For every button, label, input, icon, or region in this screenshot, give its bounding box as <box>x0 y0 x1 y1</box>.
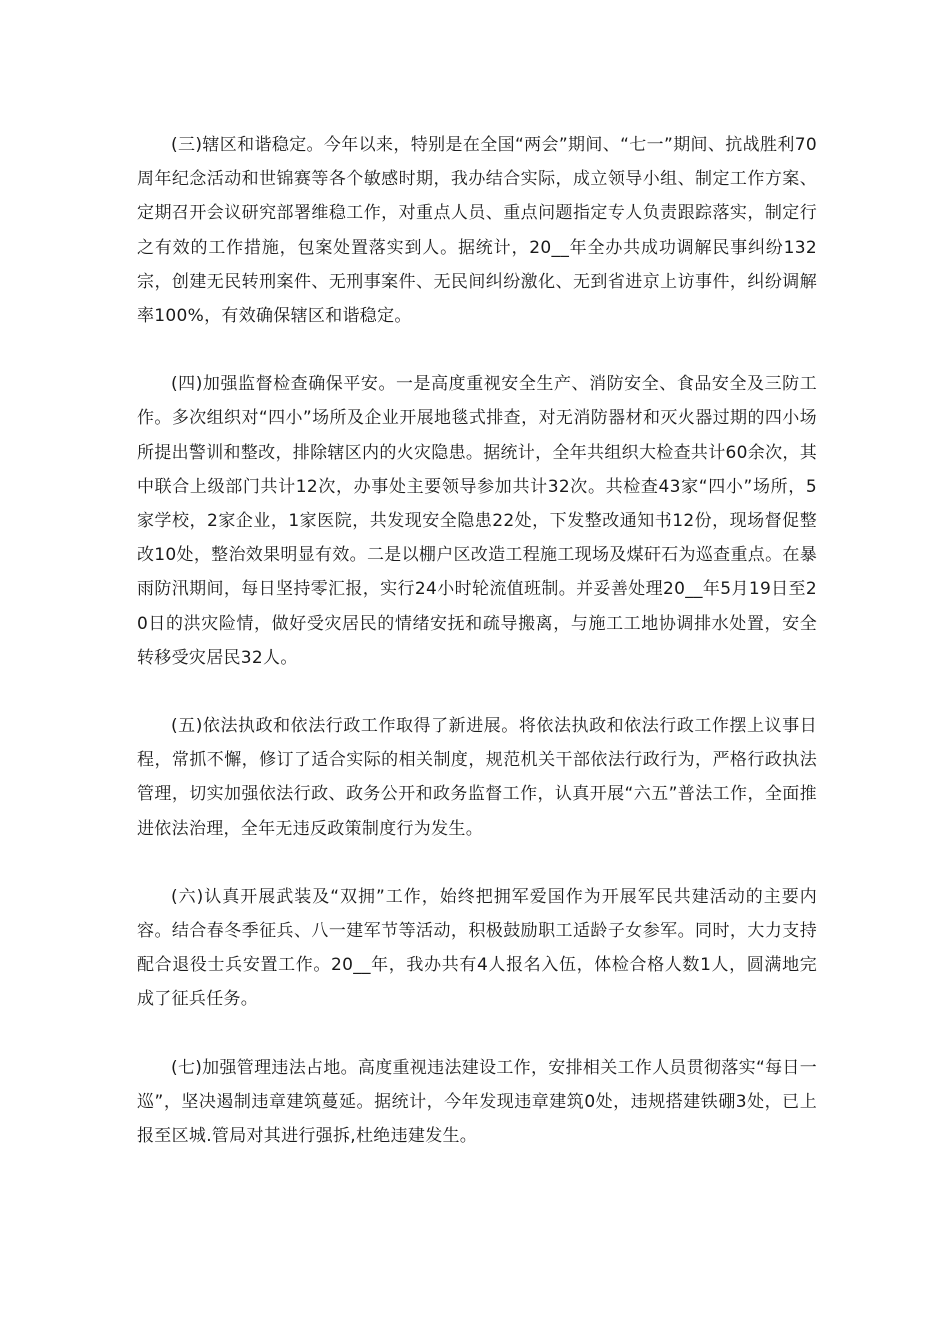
paragraph-illegal-construction: (七)加强管理违法占地。高度重视违法建设工作，安排相关工作人员贯彻落实“每日一巡”，坚决遏制违章建筑蔓延。据统计，今年发现违章建筑0处，违规搭建铁硼3处，已上报至区城.管局对其进行强拆,杜绝违建发生。 <box>137 1057 817 1147</box>
paragraph-stability: (三)辖区和谐稳定。今年以来，特别是在全国“两会”期间、“七一”期间、抗战胜利70周年纪念活动和世锦赛等各个敏感时期，我办结合实际，成立领导小组、制定工作方案、定期召开会议研究部署维稳工作，对重点人员、重点问题指定专人负责跟踪落实，制定行之有效的工作措施，包案处置落实到人。据统计，20__年全办共成功调解民事纠纷132宗，创建无民转刑案件、无刑事案件、无民间纠纷激化、无到省进京上访事件，纠纷调解率100%，有效确保辖区和谐稳定。 <box>137 135 817 327</box>
paragraph-rule-of-law: (五)依法执政和依法行政工作取得了新进展。将依法执政和依法行政工作摆上议事日程，常抓不懈，修订了适合实际的相关制度，规范机关干部依法行政行为，严格行政执法管理，切实加强依法行政、政务公开和政务监督工作，认真开展“六五”普法工作，全面推进依法治理，全年无违反政策制度行为发生。 <box>137 716 817 839</box>
document-body <box>137 128 817 1153</box>
paragraph-military-support: (六)认真开展武装及“双拥”工作，始终把拥军爱国作为开展军民共建活动的主要内容。结合春冬季征兵、八一建军节等活动，积极鼓励职工适龄子女参军。同时，大力支持配合退役士兵安置工作。20__年，我办共有4人报名入伍，体检合格人数1人，圆满地完成了征兵任务。 <box>137 886 817 1010</box>
paragraph-safety-inspection: (四)加强监督检查确保平安。一是高度重视安全生产、消防安全、食品安全及三防工作。多次组织对“四小”场所及企业开展地毯式排查，对无消防器材和灭火器过期的四小场所提出警训和整改，排除辖区内的火灾隐患。据统计，全年共组织大检查共计60余次，其中联合上级部门共计12次，办事处主要领导参加共计32次。共检查43家“四小”场所，5家学校，2家企业，1家医院，共发现安全隐患22处，下发整改通知书12份，现场督促整改10处，整治效果明显有效。二是以棚户区改造工程施工现场及煤矸石为巡查重点。在暴雨防汛期间，每日坚持零汇报，实行24小时轮流值班制。并妥善处理20__年5月19日至20日的洪灾险情，做好受灾居民的情绪安抚和疏导搬离，与施工工地协调排水处置，安全转移受灾居民32人。 <box>137 374 817 668</box>
